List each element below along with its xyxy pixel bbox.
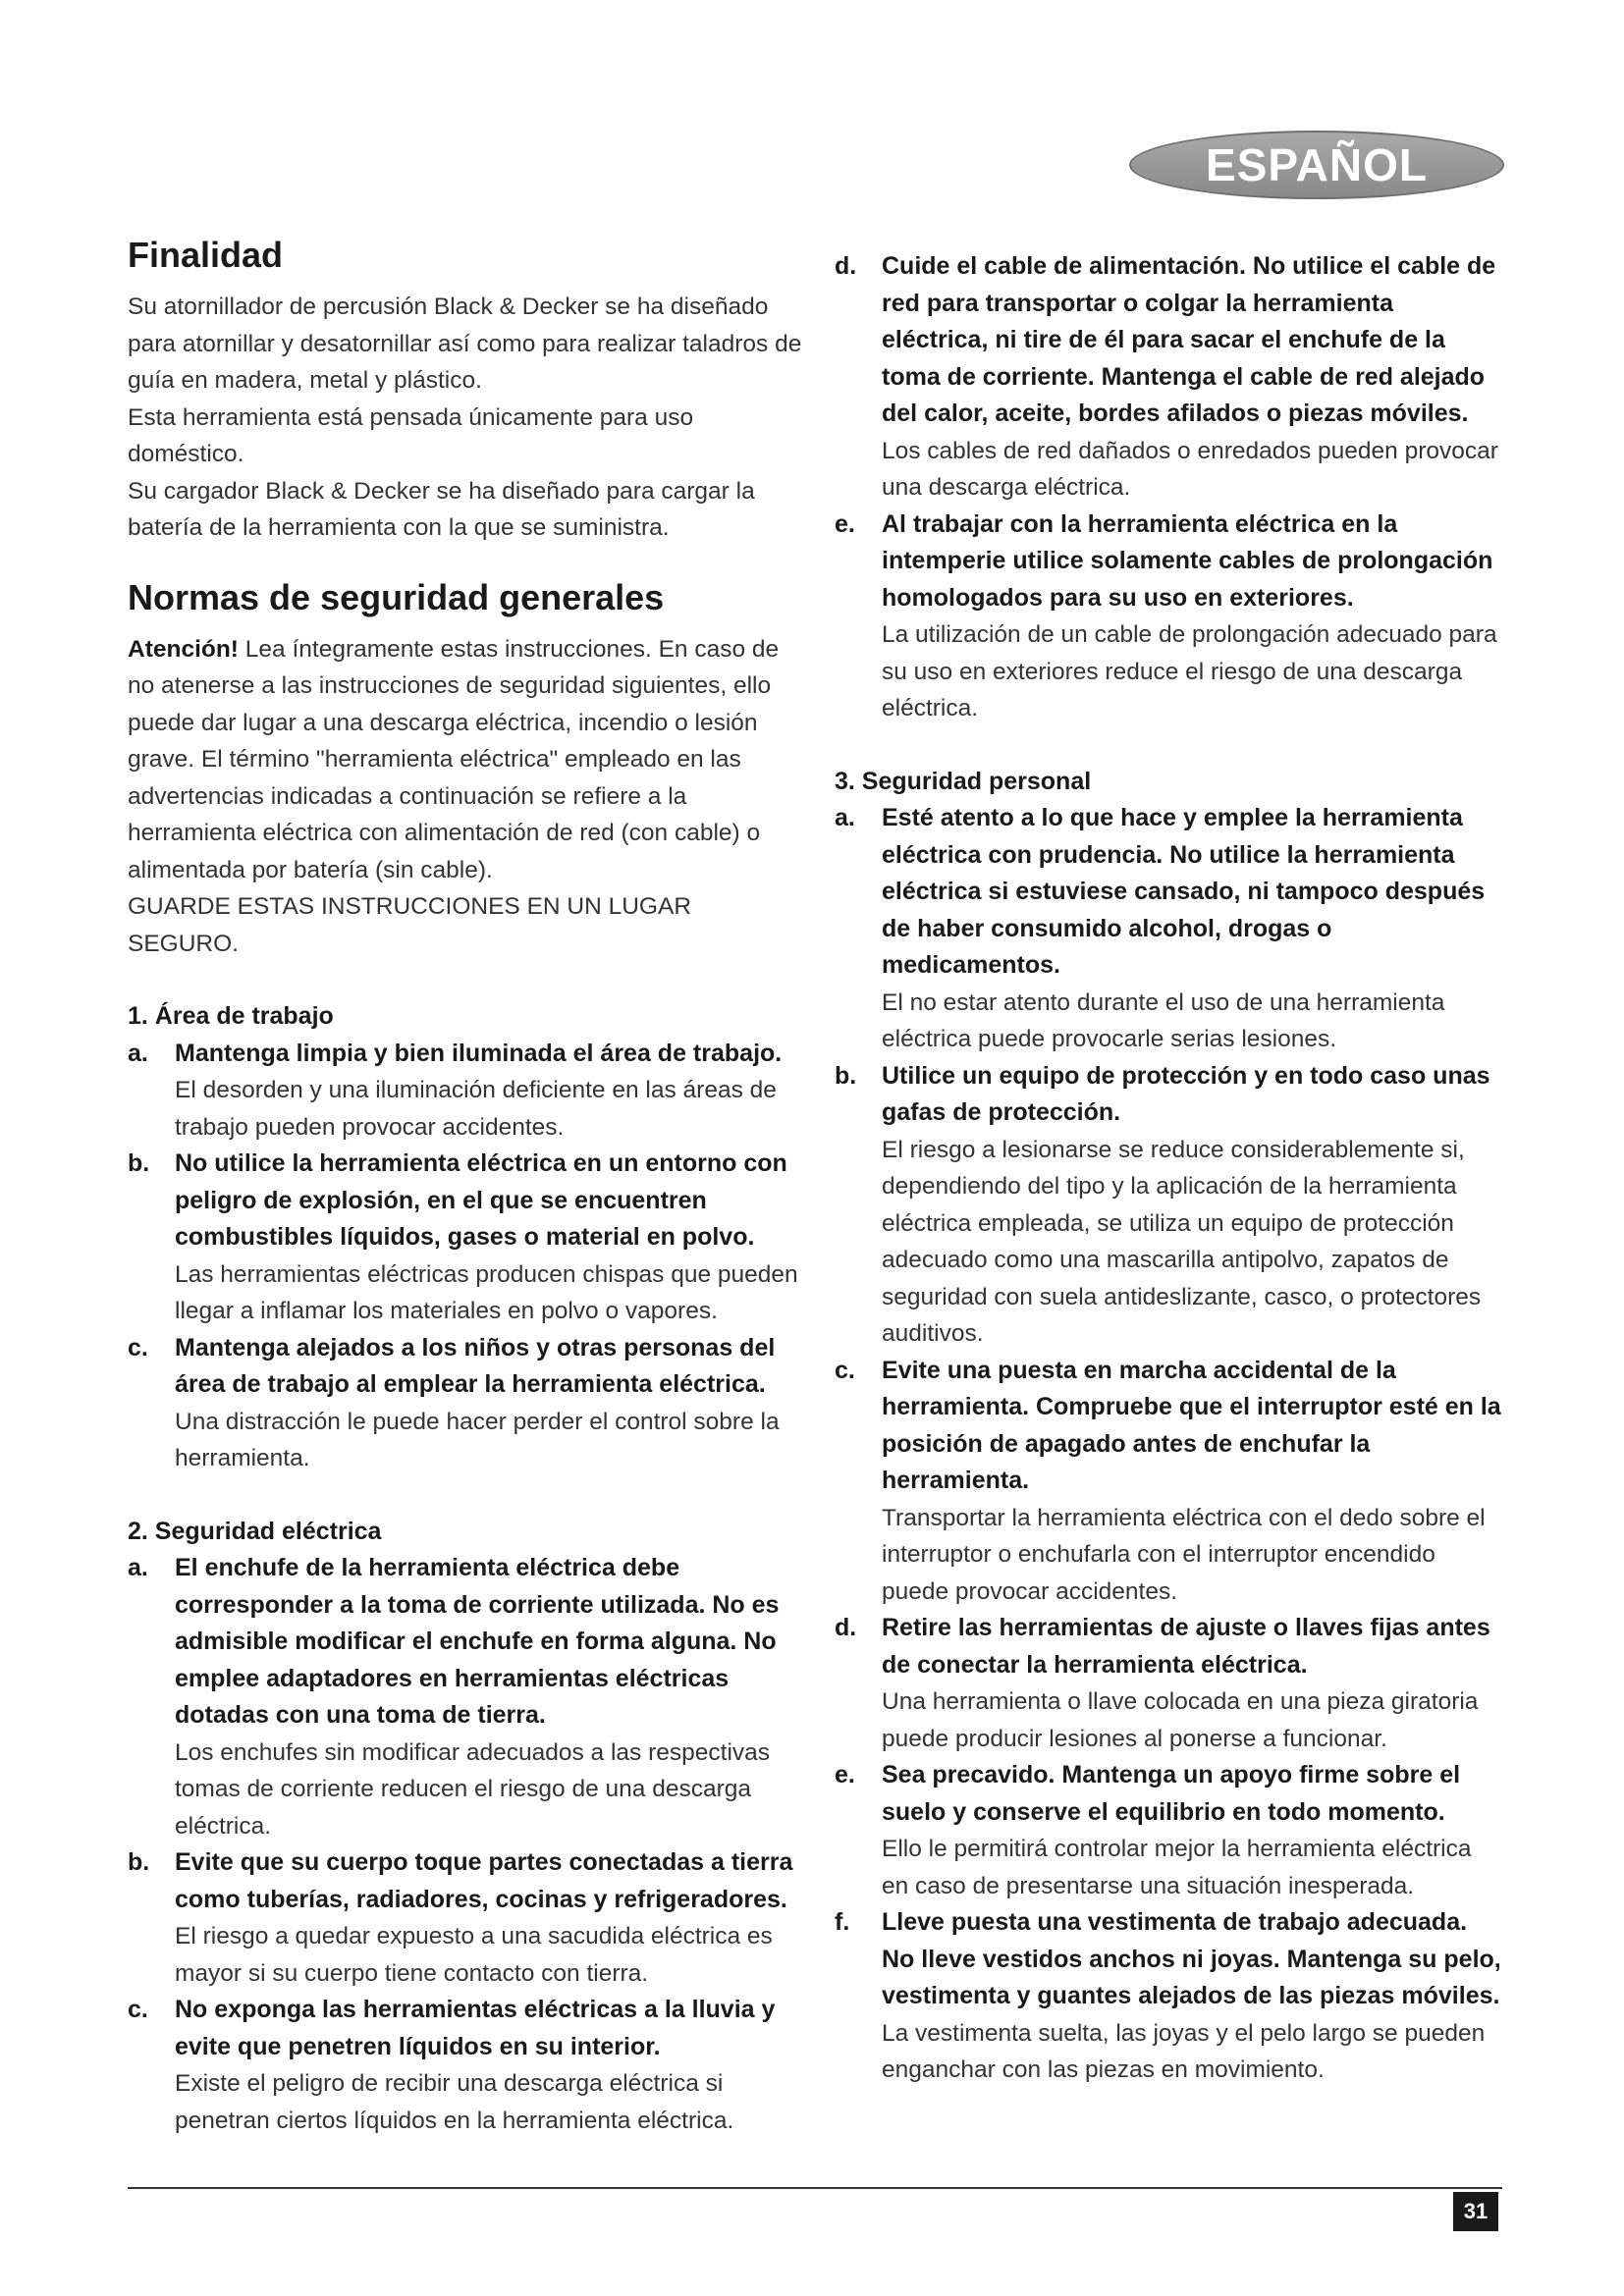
warning-text: Lea íntegramente estas instrucciones. En caso de no atenerse a las instrucciones de seguridad siguientes, ello puede dar lugar a una descarga eléctrica, incendio o lesión grave. El término "herramienta eléctrica" empleado en las advertencias indicadas a continuación se refiere a la herramienta eléctrica con alimentación de red (con cable) o alimentada por batería (sin cable).: [128, 635, 780, 883]
page-number: 31: [1453, 2192, 1498, 2231]
item-heading-text: Mantenga alejados a los niños y otras personas del área de trabajo al emplear la herramienta eléctrica.: [175, 1333, 776, 1398]
item-heading: [128, 1844, 805, 1918]
list-item: [128, 1550, 805, 1844]
item-heading: [835, 1353, 1502, 1500]
item-letter: a.: [128, 1554, 148, 1581]
item-body: Los cables de red dañados o enredados pueden provocar una descarga eléctrica.: [882, 437, 1498, 501]
item-heading-text: Evite que su cuerpo toque partes conectadas a tierra como tuberías, radiadores, cocinas y refrigeradores.: [175, 1848, 793, 1913]
electrica-list: [128, 1550, 805, 2139]
personal-list: [835, 800, 1502, 2089]
right-column: [835, 248, 1502, 2089]
item-heading: [128, 1146, 805, 1256]
item-heading-text: Sea precavido. Mantenga un apoyo firme sobre el suelo y conserve el equilibrio en todo momento.: [882, 1761, 1461, 1826]
warning-paragraph: [128, 631, 805, 889]
keep-instructions: GUARDE ESTAS INSTRUCCIONES EN UN LUGAR SEGURO.: [128, 893, 692, 957]
item-body: La utilización de un cable de prolongación adecuado para su uso en exteriores reduce el riesgo de una descarga eléctrica.: [882, 621, 1497, 721]
item-heading-text: No utilice la herramienta eléctrica en un entorno con peligro de explosión, en el que se encuentren combustibles líquidos, gases o material en polvo.: [175, 1149, 787, 1251]
list-item: [128, 1036, 805, 1147]
item-heading: [128, 1550, 805, 1735]
item-letter: b.: [128, 1149, 150, 1177]
list-item: [128, 1992, 805, 2139]
item-letter: d.: [835, 1614, 857, 1641]
list-item: [128, 1330, 805, 1477]
item-body: Ello le permitirá controlar mejor la herramienta eléctrica en caso de presentarse una situación inesperada.: [882, 1836, 1472, 1899]
item-body: El riesgo a lesionarse se reduce considerablemente si, dependiendo del tipo y la aplicación de la herramienta eléctrica empleada, se utiliza un equipo de protección adecuado como una mascarilla antipolvo, zapatos de seguridad con suela antideslizante, casco, o protectores auditivos.: [882, 1136, 1482, 1347]
item-heading-text: Mantenga limpia y bien iluminada el área de trabajo.: [175, 1039, 783, 1067]
list-item: [128, 1146, 805, 1330]
item-heading: [835, 1610, 1502, 1683]
item-letter: c.: [128, 1996, 148, 2023]
item-letter: d.: [835, 252, 857, 280]
subsection-title-personal: 3. Seguridad personal: [835, 767, 1092, 795]
item-letter: c.: [128, 1333, 148, 1362]
finalidad-paragraph-1: Su atornillador de percusión Black & Decker se ha diseñado para atornillar y desatornillar así como para realizar taladros de guía en madera, metal y plástico.: [128, 294, 802, 394]
list-item: [835, 800, 1502, 1058]
list-item: [835, 248, 1502, 507]
list-item: [835, 1904, 1502, 2089]
subsection-title-area: 1. Área de trabajo: [128, 1002, 334, 1030]
item-body: El no estar atento durante el uso de una herramienta eléctrica puede provocarle serias lesiones.: [882, 988, 1445, 1052]
item-body: Una distracción le puede hacer perder el control sobre la herramienta.: [175, 1408, 780, 1471]
list-item: [835, 1058, 1502, 1353]
item-body: La vestimenta suelta, las joyas y el pelo largo se pueden enganchar con las piezas en movimiento.: [882, 2019, 1486, 2083]
list-item: [128, 1844, 805, 1992]
section-title-normas: Normas de seguridad generales: [128, 576, 665, 617]
item-heading: [835, 800, 1502, 985]
electrica-cont-list: [835, 248, 1502, 727]
warning-label: Atención!: [128, 635, 239, 663]
item-body: Existe el peligro de recibir una descarga eléctrica si penetran ciertos líquidos en la herramienta eléctrica.: [175, 2070, 734, 2134]
list-item: [835, 1353, 1502, 1611]
item-body: El riesgo a quedar expuesto a una sacudida eléctrica es mayor si su cuerpo tiene contacto con tierra.: [175, 1923, 773, 1987]
item-body: Los enchufes sin modificar adecuados a las respectivas tomas de corriente reducen el riesgo de una descarga eléctrica.: [175, 1738, 771, 1840]
item-heading: [128, 1330, 805, 1404]
item-heading: [128, 1992, 805, 2065]
area-list: [128, 1036, 805, 1477]
item-heading-text: Cuide el cable de alimentación. No utilice el cable de red para transportar o colgar la herramienta eléctrica, ni tire de él para sacar el enchufe de la toma de corriente. Mantenga el cable de red alejado del calor, aceite, bordes afilados o piezas móviles.: [882, 252, 1496, 427]
item-heading-text: Evite una puesta en marcha accidental de la herramienta. Compruebe que el interruptor esté en la posición de apagado antes de enchufar la herramienta.: [882, 1356, 1501, 1494]
list-item: [835, 1757, 1502, 1904]
item-body: Transportar la herramienta eléctrica con el dedo sobre el interruptor o enchufarla con el interruptor encendido puede provocar accidentes.: [882, 1504, 1486, 1605]
item-heading-text: Esté atento a lo que hace y emplee la herramienta eléctrica con prudencia. No utilice la herramienta eléctrica si estuviese cansado, ni tampoco después de haber consumido alcohol, drogas o medicamentos.: [882, 804, 1486, 979]
item-heading-text: Utilice un equipo de protección y en todo caso unas gafas de protección.: [882, 1061, 1490, 1126]
language-tab: ESPAÑOL: [1129, 131, 1504, 199]
item-letter: e.: [835, 509, 855, 538]
item-heading-text: No exponga las herramientas eléctricas a la lluvia y evite que penetren líquidos en su interior.: [175, 1996, 776, 2060]
item-heading: [835, 1904, 1502, 2015]
item-heading: [835, 1058, 1502, 1132]
item-heading-text: Retire las herramientas de ajuste o llaves fijas antes de conectar la herramienta eléctrica.: [882, 1614, 1490, 1679]
item-body: Una herramienta o llave colocada en una pieza giratoria puede producir lesiones al ponerse a funcionar.: [882, 1688, 1479, 1752]
footer-rule: [128, 2187, 1502, 2189]
finalidad-paragraph-2: Esta herramienta está pensada únicamente para uso doméstico.: [128, 403, 694, 467]
item-letter: e.: [835, 1761, 855, 1789]
item-letter: a.: [835, 804, 855, 831]
item-body: Las herramientas eléctricas producen chispas que pueden llegar a inflamar los materiales en polvo o vapores.: [175, 1260, 798, 1324]
item-heading: [835, 248, 1502, 433]
item-heading-text: El enchufe de la herramienta eléctrica debe corresponder a la toma de corriente utilizada. No es admisible modificar el enchufe en forma alguna. No emplee adaptadores en herramientas eléctricas dotadas con una toma de tierra.: [175, 1554, 780, 1729]
list-item: [835, 1610, 1502, 1757]
item-heading-text: Al trabajar con la herramienta eléctrica en la intemperie utilice solamente cables de prolongación homologados para su uso en exteriores.: [882, 509, 1493, 612]
item-letter: b.: [128, 1848, 150, 1876]
section-title-finalidad: Finalidad: [128, 235, 284, 275]
left-column: [128, 234, 805, 2139]
list-item: [835, 507, 1502, 727]
item-heading: [128, 1036, 805, 1073]
subsection-title-electrica: 2. Seguridad eléctrica: [128, 1517, 382, 1545]
item-heading-text: Lleve puesta una vestimenta de trabajo adecuada. No lleve vestidos anchos ni joyas. Mantenga su pelo, vestimenta y guantes alejados de las piezas móviles.: [882, 1908, 1501, 2009]
item-letter: c.: [835, 1356, 855, 1384]
item-heading: [835, 507, 1502, 617]
item-letter: a.: [128, 1039, 148, 1067]
item-letter: b.: [835, 1061, 857, 1090]
item-letter: f.: [835, 1908, 850, 1936]
item-body: El desorden y una iluminación deficiente en las áreas de trabajo pueden provocar accidentes.: [175, 1077, 777, 1141]
finalidad-paragraph-3: Su cargador Black & Decker se ha diseñado para cargar la batería de la herramienta con la que se suministra.: [128, 477, 755, 541]
item-heading: [835, 1757, 1502, 1831]
